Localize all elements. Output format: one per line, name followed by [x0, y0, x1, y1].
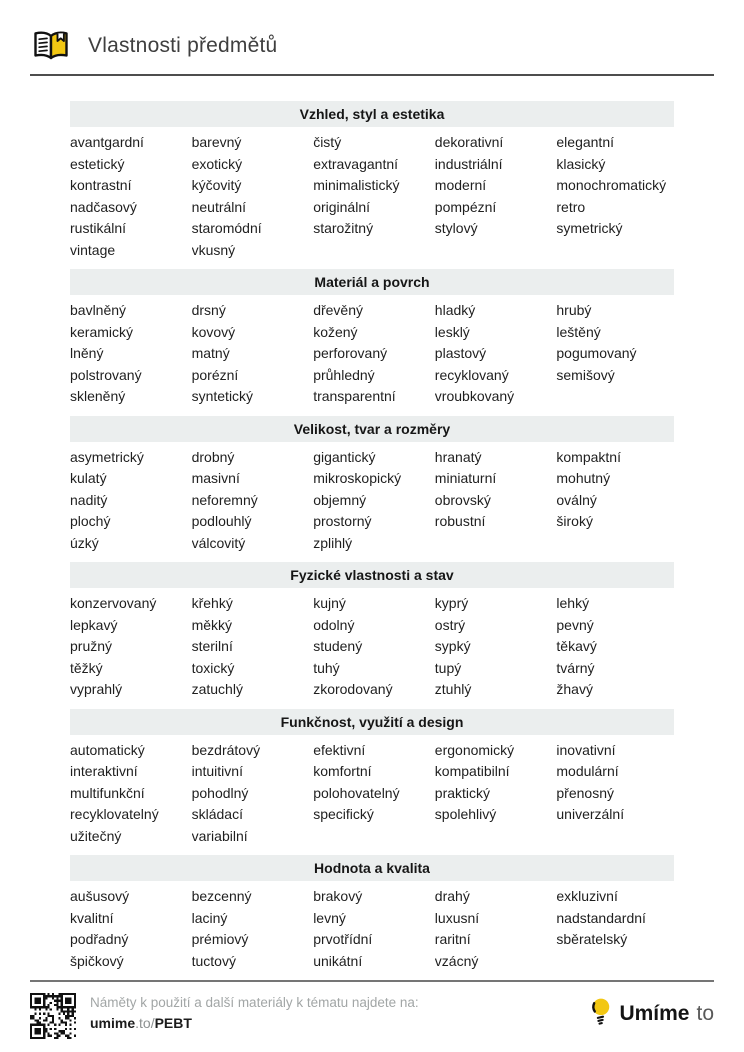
word-item: mohutný [556, 470, 611, 486]
word-item: specifický [313, 806, 374, 822]
word-item: multifunkční [70, 784, 145, 801]
word-item: polstrovaný [70, 366, 142, 383]
word-item: válcovitý [191, 534, 246, 551]
word-grid [70, 593, 674, 701]
word-item: miniaturní [434, 470, 497, 486]
word-item: hladký [434, 302, 476, 318]
word-item: raritní [434, 931, 471, 947]
word-item: úzký [70, 534, 99, 551]
word-grid [70, 886, 674, 972]
word-item: studený [313, 638, 363, 654]
word-item: nadstandardní [556, 909, 646, 926]
word-item: prvotřídní [313, 931, 373, 947]
word-item: mikroskopický [313, 470, 402, 486]
word-item: interaktivní [70, 763, 138, 779]
page-header [30, 30, 714, 76]
word-item: vkusný [191, 241, 236, 258]
word-item: lesklý [434, 323, 470, 340]
word-item: gigantický [313, 448, 376, 465]
word-item: exotický [191, 155, 243, 172]
word-item: vzácný [434, 952, 479, 969]
brand-logo [590, 993, 714, 1031]
word-item: pogumovaný [556, 345, 637, 361]
word-item: konzervovaný [70, 595, 157, 611]
word-item: neutrální [191, 198, 247, 215]
word-item: efektivní [313, 741, 366, 758]
page-title: Vlastnosti předmětů [88, 34, 278, 57]
word-item: toxický [191, 659, 235, 676]
word-item: transparentní [313, 388, 396, 404]
word-item: špičkový [70, 952, 124, 969]
word-item: recyklovaný [434, 366, 509, 383]
category-section [70, 562, 674, 701]
word-item: masivní [191, 470, 240, 486]
word-item: moderní [434, 177, 487, 193]
word-item: kovový [191, 323, 236, 340]
word-item: oválný [556, 491, 597, 508]
category-section [70, 416, 674, 555]
word-item: ztuhlý [434, 681, 472, 697]
word-item: retro [556, 198, 586, 215]
word-item: drahý [434, 888, 470, 904]
word-item: podřadný [70, 931, 129, 947]
section-header: Velikost, tvar a rozměry [70, 416, 674, 442]
word-item: matný [191, 345, 230, 361]
section-header: Hodnota a kvalita [70, 855, 674, 881]
word-item: skládací [191, 806, 243, 822]
word-item: tuctový [191, 952, 236, 969]
word-item: monochromatický [556, 177, 667, 193]
word-item: odolný [313, 616, 355, 633]
word-item: kožený [313, 323, 358, 340]
word-item: unikátní [313, 952, 363, 969]
word-grid [70, 300, 674, 408]
word-item: lněný [70, 345, 104, 361]
word-item: kontrastní [70, 177, 132, 193]
word-item: sypký [434, 638, 471, 654]
word-item: tupý [434, 659, 462, 676]
word-item: levný [313, 909, 346, 926]
word-item: přenosný [556, 784, 614, 801]
word-item: robustní [434, 513, 486, 529]
word-item: kvalitní [70, 909, 114, 926]
book-icon [32, 30, 70, 62]
word-item: barevný [191, 134, 242, 150]
word-item: leštěný [556, 323, 601, 340]
word-item: kompaktní [556, 448, 621, 465]
word-item: luxusní [434, 909, 480, 926]
word-item: perforovaný [313, 345, 388, 361]
word-item: keramický [70, 323, 134, 340]
word-item: extravagantní [313, 155, 399, 172]
word-item: kompatibilní [434, 763, 510, 779]
word-item: originální [313, 198, 371, 215]
word-item: hranatý [434, 448, 482, 465]
word-item: recyklovatelný [70, 806, 159, 822]
word-item: široký [556, 513, 593, 529]
word-item: zkorodovaný [313, 681, 393, 697]
word-item: kujný [313, 595, 346, 611]
sections-container [70, 101, 674, 980]
word-grid [70, 132, 674, 261]
section-header: Funkčnost, využití a design [70, 709, 674, 735]
word-item: porézní [191, 366, 239, 383]
word-item: automatický [70, 741, 145, 758]
word-item: kulatý [70, 470, 107, 486]
word-item: bezdrátový [191, 741, 261, 758]
footer-link [90, 1013, 419, 1033]
word-item: měkký [191, 616, 233, 633]
word-item: sběratelský [556, 931, 628, 947]
word-grid [70, 447, 674, 555]
footer-link-code: PEBT [154, 1015, 192, 1031]
word-item: drsný [191, 302, 226, 318]
word-item: klasický [556, 155, 606, 172]
word-item: pevný [556, 616, 594, 633]
word-item: plochý [70, 513, 111, 529]
category-section [70, 709, 674, 848]
word-item: užitečný [70, 827, 122, 844]
section-header: Fyzické vlastnosti a stav [70, 562, 674, 588]
word-item: bavlněný [70, 302, 127, 318]
word-item: drobný [191, 448, 235, 465]
word-item: stylový [434, 220, 478, 236]
brand-name-light: to [696, 1001, 714, 1025]
word-item: variabilní [191, 827, 248, 844]
word-item: těžký [70, 659, 103, 676]
footer-link-separator: .to/ [135, 1015, 155, 1031]
word-item: pružný [70, 638, 113, 654]
word-item: plastový [434, 345, 487, 361]
word-item: asymetrický [70, 448, 144, 465]
word-item: praktický [434, 784, 491, 801]
word-item: spolehlivý [434, 806, 497, 822]
word-item: vintage [70, 241, 116, 258]
word-item: ostrý [434, 616, 466, 633]
word-item: nadčasový [70, 198, 137, 215]
word-item: modulární [556, 763, 619, 779]
word-item: industriální [434, 155, 503, 172]
word-item: naditý [70, 491, 108, 508]
footer-link-domain: umime [90, 1015, 136, 1031]
word-item: elegantní [556, 134, 614, 150]
word-item: průhledný [313, 366, 375, 383]
word-item: objemný [313, 491, 367, 508]
word-item: čistý [313, 134, 342, 150]
word-item: laciný [191, 909, 228, 926]
word-item: komfortní [313, 763, 372, 779]
word-grid [70, 740, 674, 848]
word-item: rustikální [70, 220, 127, 236]
section-header: Vzhled, styl a estetika [70, 101, 674, 127]
word-item: minimalistický [313, 177, 400, 193]
footer-text [90, 993, 419, 1033]
word-item: ergonomický [434, 741, 515, 758]
word-item: neforemný [191, 491, 258, 508]
word-item: syntetický [191, 388, 254, 404]
word-item: prémiový [191, 931, 249, 947]
word-item: aušusový [70, 888, 130, 904]
word-item: zplihlý [313, 534, 353, 551]
word-item: žhavý [556, 681, 593, 697]
category-section [70, 269, 674, 408]
word-item: těkavý [556, 638, 597, 654]
section-header: Materiál a povrch [70, 269, 674, 295]
word-item: dřevěný [313, 302, 363, 318]
word-item: kyprý [434, 595, 469, 611]
word-item: sterilní [191, 638, 233, 654]
page-footer [30, 980, 714, 1039]
word-item: pompézní [434, 198, 497, 215]
word-item: starožitný [313, 220, 374, 236]
word-item: dekorativní [434, 134, 504, 150]
word-item: univerzální [556, 806, 625, 822]
word-item: bezcenný [191, 888, 252, 904]
word-item: estetický [70, 155, 125, 172]
brand-name-bold: Umíme [619, 1001, 690, 1025]
word-item: kýčovitý [191, 177, 242, 193]
word-item: intuitivní [191, 763, 243, 779]
word-item: semišový [556, 366, 615, 383]
word-item: lehký [556, 595, 590, 611]
word-item: brakový [313, 888, 363, 904]
word-item: tvárný [556, 659, 595, 676]
word-item: prostorný [313, 513, 372, 529]
word-item: exkluzivní [556, 888, 618, 904]
word-item: křehký [191, 595, 233, 611]
word-item: vyprahlý [70, 681, 123, 697]
word-item: podlouhlý [191, 513, 252, 529]
word-item: skleněný [70, 388, 126, 404]
lightbulb-icon [590, 996, 612, 1031]
word-item: avantgardní [70, 134, 144, 150]
footer-note: Náměty k použití a další materiály k tématu najdete na: [90, 995, 419, 1010]
word-item: pohodlný [191, 784, 249, 801]
qr-code [30, 993, 76, 1039]
word-item: obrovský [434, 491, 491, 508]
word-item: symetrický [556, 220, 623, 236]
word-item: tuhý [313, 659, 340, 676]
word-item: polohovatelný [313, 784, 400, 801]
category-section [70, 101, 674, 261]
word-item: staromódní [191, 220, 262, 236]
word-item: zatuchlý [191, 681, 243, 697]
word-item: lepkavý [70, 616, 118, 633]
category-section [70, 855, 674, 972]
word-item: hrubý [556, 302, 592, 318]
word-item: inovativní [556, 741, 616, 758]
word-item: vroubkovaný [434, 388, 515, 404]
